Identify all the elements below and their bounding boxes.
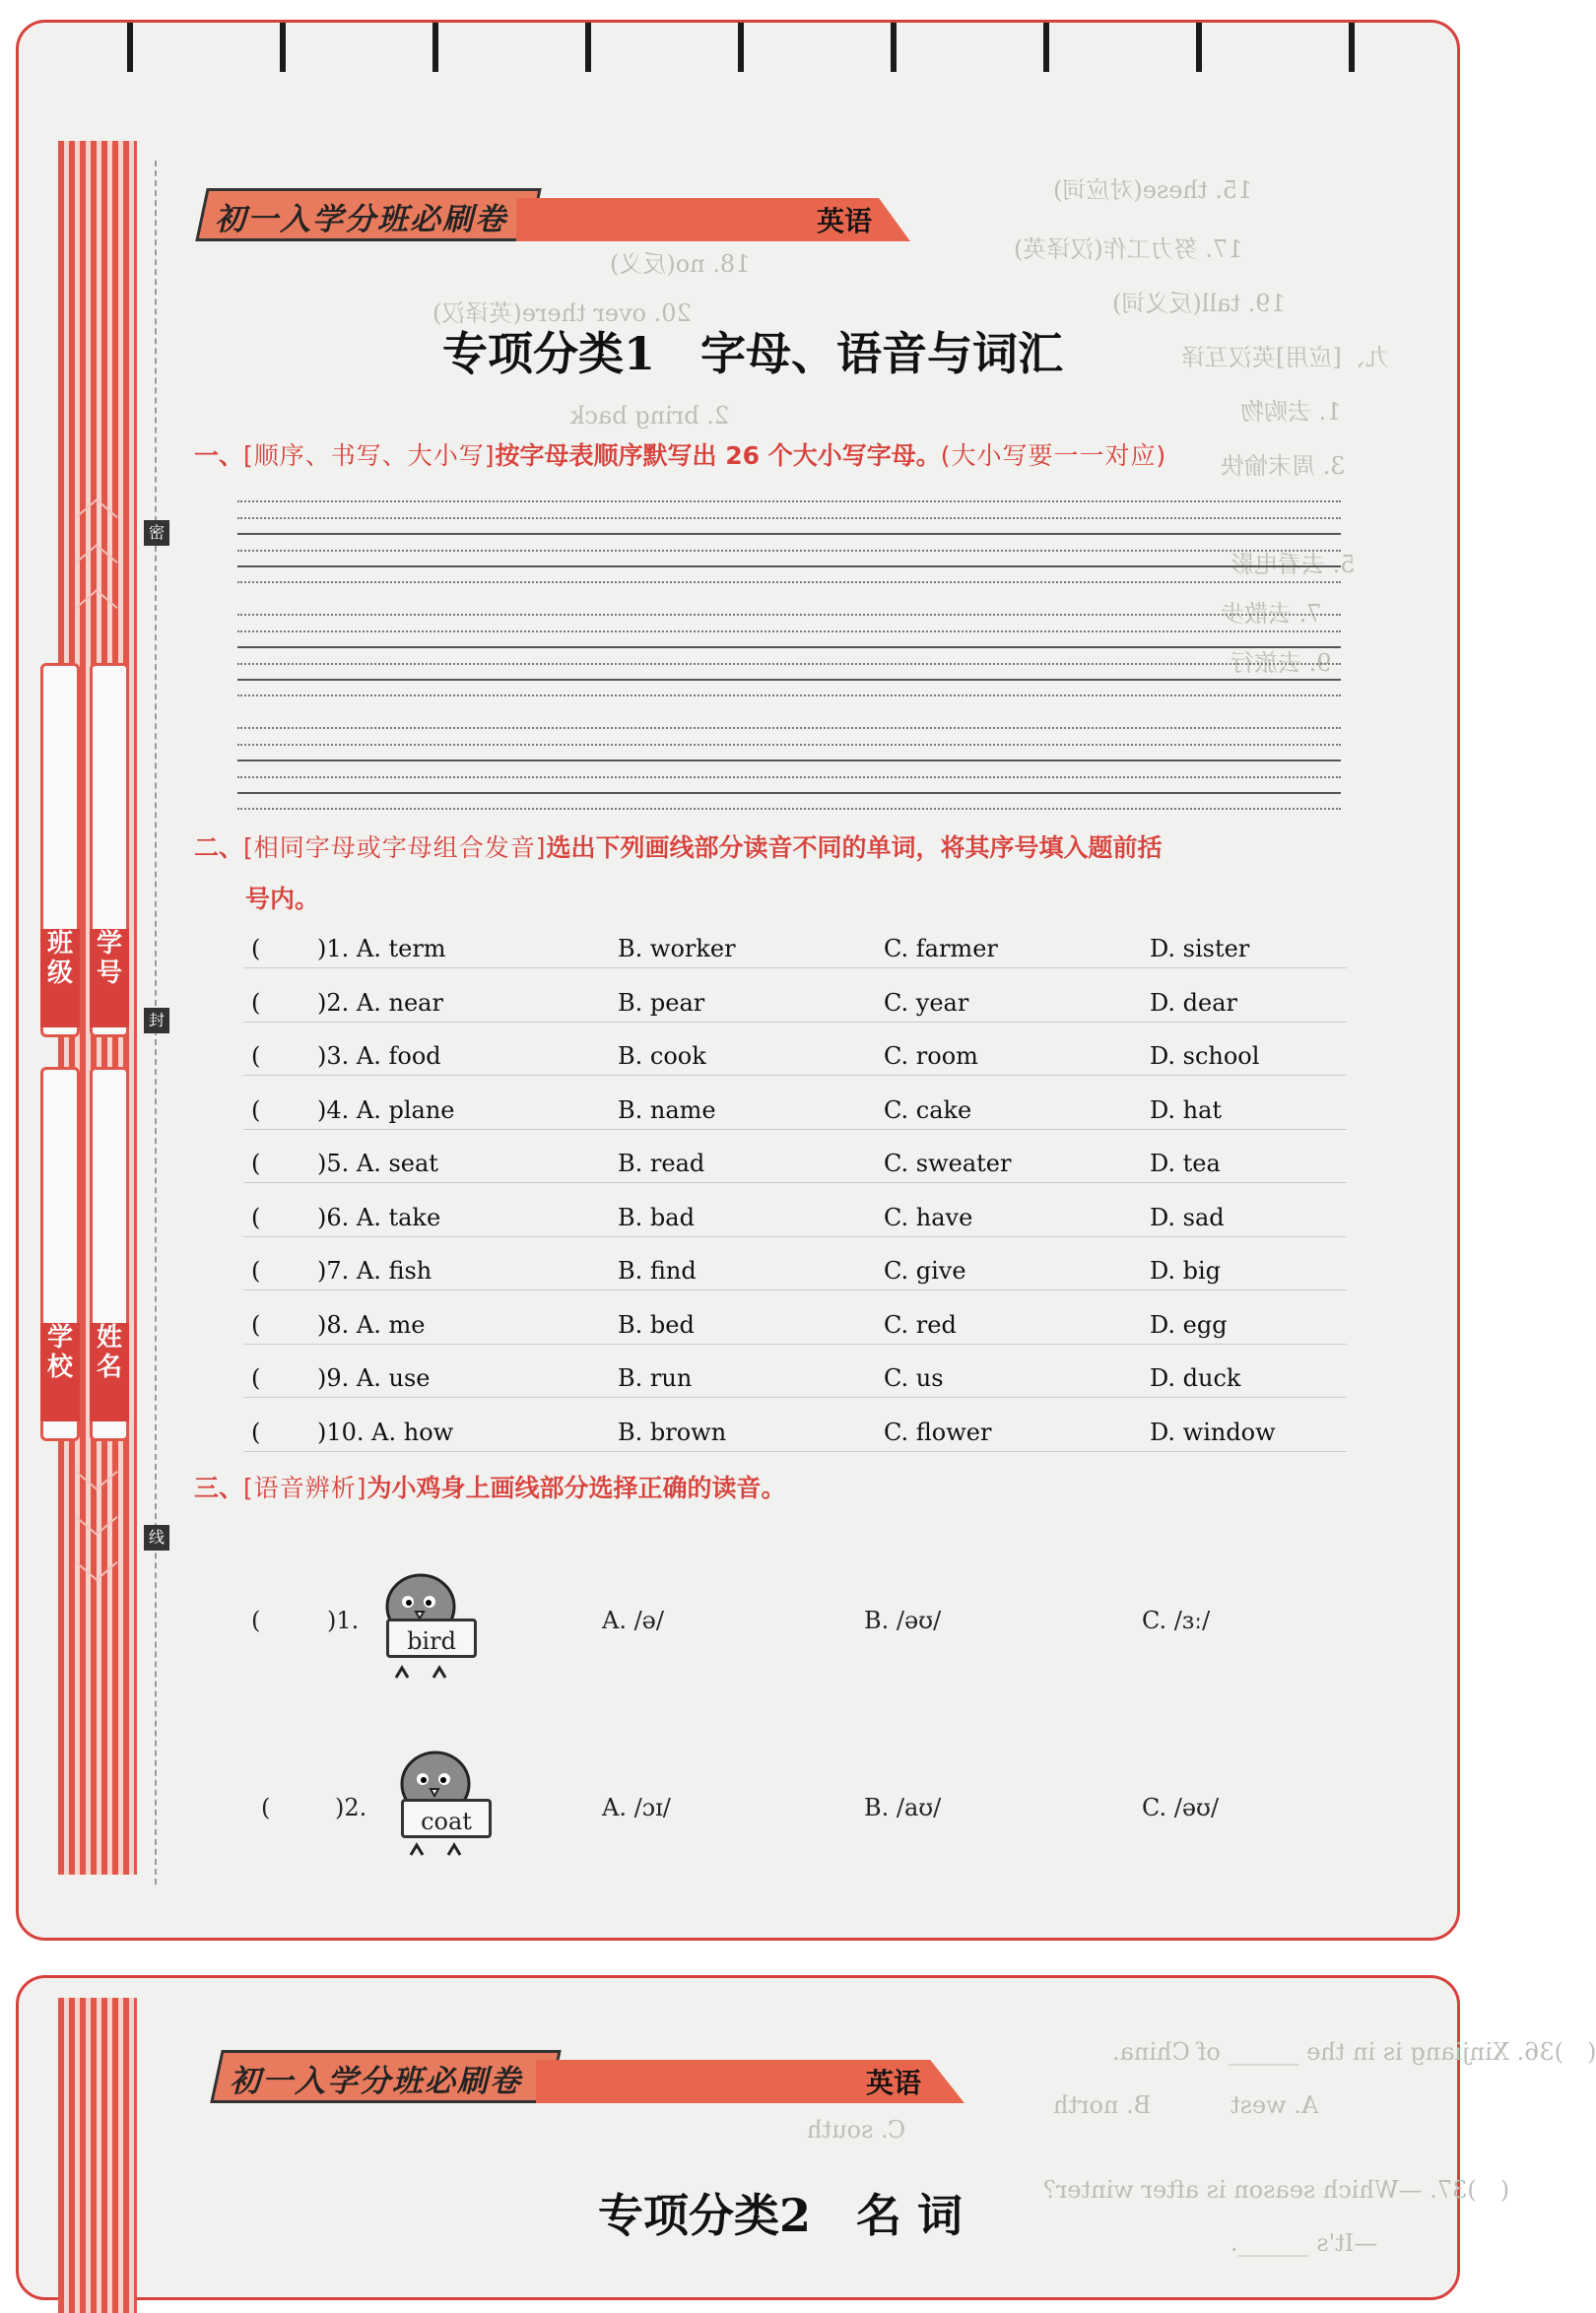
writing-line — [237, 565, 1341, 567]
book-title: 初一入学分班必刷卷 — [230, 2064, 522, 2099]
row-divider — [243, 1289, 1347, 1290]
question-row — [243, 983, 1347, 1023]
seal-mark: 封 — [144, 1008, 169, 1033]
writing-line — [237, 792, 1341, 794]
writing-line — [237, 630, 1341, 632]
question-option-b: B. find — [618, 1257, 697, 1285]
question-option-c: C. year — [884, 988, 969, 1017]
writing-line — [237, 517, 1341, 519]
question-option-b: B. brown — [618, 1418, 727, 1446]
question-row — [243, 1144, 1347, 1183]
class-label: 班级 — [40, 929, 80, 1027]
bleed-text: 5. 去看电影 — [1230, 551, 1356, 578]
question-option-c: C. have — [884, 1203, 973, 1231]
question-row — [243, 929, 1347, 968]
question-row — [243, 1358, 1347, 1398]
bleed-text: 20. over there(英译汉) — [432, 299, 692, 327]
page-title: 专项分类2 名 词 — [598, 2189, 964, 2242]
question-option-b: B. read — [618, 1150, 705, 1177]
answer-blank[interactable]: ( — [251, 988, 261, 1017]
question-option-b: B. name — [618, 1095, 716, 1124]
answer-blank[interactable]: ( — [251, 1257, 261, 1285]
bleed-text: C. south — [807, 2116, 906, 2144]
question-option-b: B. cook — [618, 1042, 706, 1070]
writing-line — [237, 808, 1341, 810]
worksheet-page-1 — [16, 20, 1460, 1941]
bleed-text: B. north — [1053, 2091, 1152, 2119]
writing-line — [237, 776, 1341, 778]
row-divider — [243, 1075, 1347, 1076]
book-title: 初一入学分班必刷卷 — [215, 202, 507, 237]
bleed-text: ( )37. —Which season is after winter? — [1043, 2176, 1510, 2204]
row-divider — [243, 1022, 1347, 1023]
question-option-a: )6. A. take — [317, 1203, 441, 1231]
chick-word: bird — [386, 1619, 477, 1658]
row-divider — [243, 967, 1347, 968]
header-banner — [201, 188, 910, 241]
seal-mark: 线 — [144, 1525, 169, 1551]
writing-line — [237, 663, 1341, 665]
answer-blank[interactable]: ( — [251, 1203, 261, 1231]
answer-blank[interactable]: ( — [251, 1095, 261, 1124]
margin-stripes — [58, 1998, 137, 2313]
section-2-heading: 二、[相同字母或字母组合发音]选出下列画线部分读音不同的单词，将其序号填入题前括 号内。 — [194, 833, 1163, 913]
question-row — [243, 1036, 1347, 1076]
question-option-c: C. us — [884, 1364, 944, 1392]
row-divider — [243, 1236, 1347, 1237]
question-option-d: D. egg — [1150, 1310, 1228, 1339]
page-title: 专项分类1 字母、语音与词汇 — [442, 327, 1064, 380]
writing-line — [237, 679, 1341, 681]
answer-blank[interactable]: ( — [251, 1418, 261, 1446]
question-option-d: D. big — [1150, 1257, 1222, 1285]
answer-blank[interactable]: ( — [251, 1310, 261, 1339]
row-divider — [243, 1129, 1347, 1130]
subject-label: 英语 — [817, 205, 873, 237]
name-label: 姓名 — [90, 1323, 129, 1421]
bleed-text: 3. 周末愉快 — [1221, 452, 1346, 480]
binder-clip — [19, 23, 1457, 74]
bleed-text: 15. these(对应词) — [1053, 176, 1253, 204]
question-option-a: )9. A. use — [317, 1364, 431, 1392]
header-banner — [216, 2050, 964, 2103]
chevron-up-icon: ︿ ︿ ︿ — [74, 472, 119, 616]
question-option-b: B. bad — [618, 1203, 695, 1231]
question-option-d: D. tea — [1150, 1150, 1221, 1177]
question-row — [243, 1198, 1347, 1237]
question-option-d: D. duck — [1150, 1364, 1241, 1392]
question-option-a: )2. A. near — [317, 988, 443, 1017]
question-row — [243, 1305, 1347, 1345]
question-option-d: D. hat — [1150, 1095, 1223, 1124]
question-option-b: B. worker — [618, 935, 736, 962]
question-option-c: C. flower — [884, 1418, 992, 1446]
answer-blank[interactable]: ( — [251, 1364, 261, 1392]
worksheet-page-2 — [16, 1975, 1596, 2300]
question-row — [243, 1413, 1347, 1452]
bleed-text: 18. no(反义) — [610, 250, 751, 278]
question-option-d: D. sad — [1150, 1203, 1225, 1231]
question-option-c: C. sweater — [884, 1150, 1012, 1177]
question-option-c: C. farmer — [884, 935, 998, 962]
chick-question-1: ( )1. bird A. /ə/ B. /əʊ/ C. /ɜː/ — [243, 1567, 1347, 1685]
answer-blank[interactable]: ( — [251, 1042, 261, 1070]
question-option-d: D. dear — [1150, 988, 1237, 1017]
row-divider — [243, 1344, 1347, 1345]
writing-line — [237, 744, 1341, 746]
subject-label: 英语 — [866, 2067, 922, 2099]
chevron-down-icon: ﹀ ﹀ ﹀ — [74, 1467, 119, 1611]
writing-line — [237, 533, 1341, 535]
chick-word: coat — [401, 1799, 492, 1838]
answer-blank[interactable]: ( — [251, 935, 261, 962]
question-option-b: B. pear — [618, 988, 705, 1017]
writing-line — [237, 614, 1341, 616]
question-row — [243, 1090, 1347, 1130]
writing-line — [237, 727, 1341, 729]
question-option-c: C. room — [884, 1042, 978, 1070]
question-row — [243, 1251, 1347, 1290]
section-3-heading: 三、[语音辨析]为小鸡身上画线部分选择正确的读音。 — [194, 1474, 786, 1502]
question-option-d: D. school — [1150, 1042, 1260, 1070]
question-option-b: B. bed — [618, 1310, 695, 1339]
writing-line — [237, 581, 1341, 583]
writing-line — [237, 500, 1341, 502]
bleed-text: A. west — [1230, 2091, 1319, 2119]
school-label: 学校 — [40, 1323, 80, 1421]
question-option-b: B. run — [618, 1364, 693, 1392]
question-option-c: C. red — [884, 1310, 957, 1339]
question-option-a: )7. A. fish — [317, 1257, 432, 1285]
bleed-text: ( )36. Xinjiang is in the ______ of China. — [1112, 2038, 1596, 2066]
writing-line — [237, 760, 1341, 761]
section-1-heading: 一、[顺序、书写、大小写]按字母表顺序默写出 26 个大小写字母。(大小写要一一对应) — [194, 441, 1167, 470]
question-option-d: D. sister — [1150, 935, 1250, 962]
bleed-text: —It's ______. — [1230, 2229, 1378, 2257]
bleed-text: 1. 去购物 — [1240, 398, 1342, 426]
question-option-d: D. window — [1150, 1418, 1276, 1446]
bleed-text: 2. bring back — [570, 402, 730, 430]
question-option-c: C. give — [884, 1257, 966, 1285]
question-option-a: )1. A. term — [317, 935, 446, 962]
question-option-a: )10. A. how — [317, 1418, 454, 1446]
row-divider — [243, 1397, 1347, 1398]
question-option-a: )5. A. seat — [317, 1150, 438, 1177]
bleed-text: 19. tall(反义词) — [1112, 290, 1286, 317]
writing-line — [237, 550, 1341, 552]
answer-blank[interactable]: ( — [251, 1150, 261, 1177]
row-divider — [243, 1182, 1347, 1183]
bleed-text: 7. 去散步 — [1221, 600, 1322, 628]
seal-mark: 密 — [144, 520, 169, 546]
writing-line — [237, 694, 1341, 696]
row-divider — [243, 1451, 1347, 1452]
question-option-c: C. cake — [884, 1095, 972, 1124]
bleed-text: 17. 努力工作(汉译英) — [1014, 235, 1243, 263]
writing-line — [237, 646, 1341, 648]
bleed-text: 9. 去旅行 — [1230, 649, 1332, 677]
chick-question-2: ( )2. coat A. /ɔɪ/ B. /aʊ/ C. /əʊ/ — [243, 1745, 1347, 1863]
number-label: 学号 — [90, 929, 129, 1027]
bleed-text: 九、[应用]英汉互译 — [1181, 344, 1389, 371]
question-option-a: )4. A. plane — [317, 1095, 455, 1124]
question-option-a: )8. A. me — [317, 1310, 426, 1339]
question-option-a: )3. A. food — [317, 1042, 441, 1070]
